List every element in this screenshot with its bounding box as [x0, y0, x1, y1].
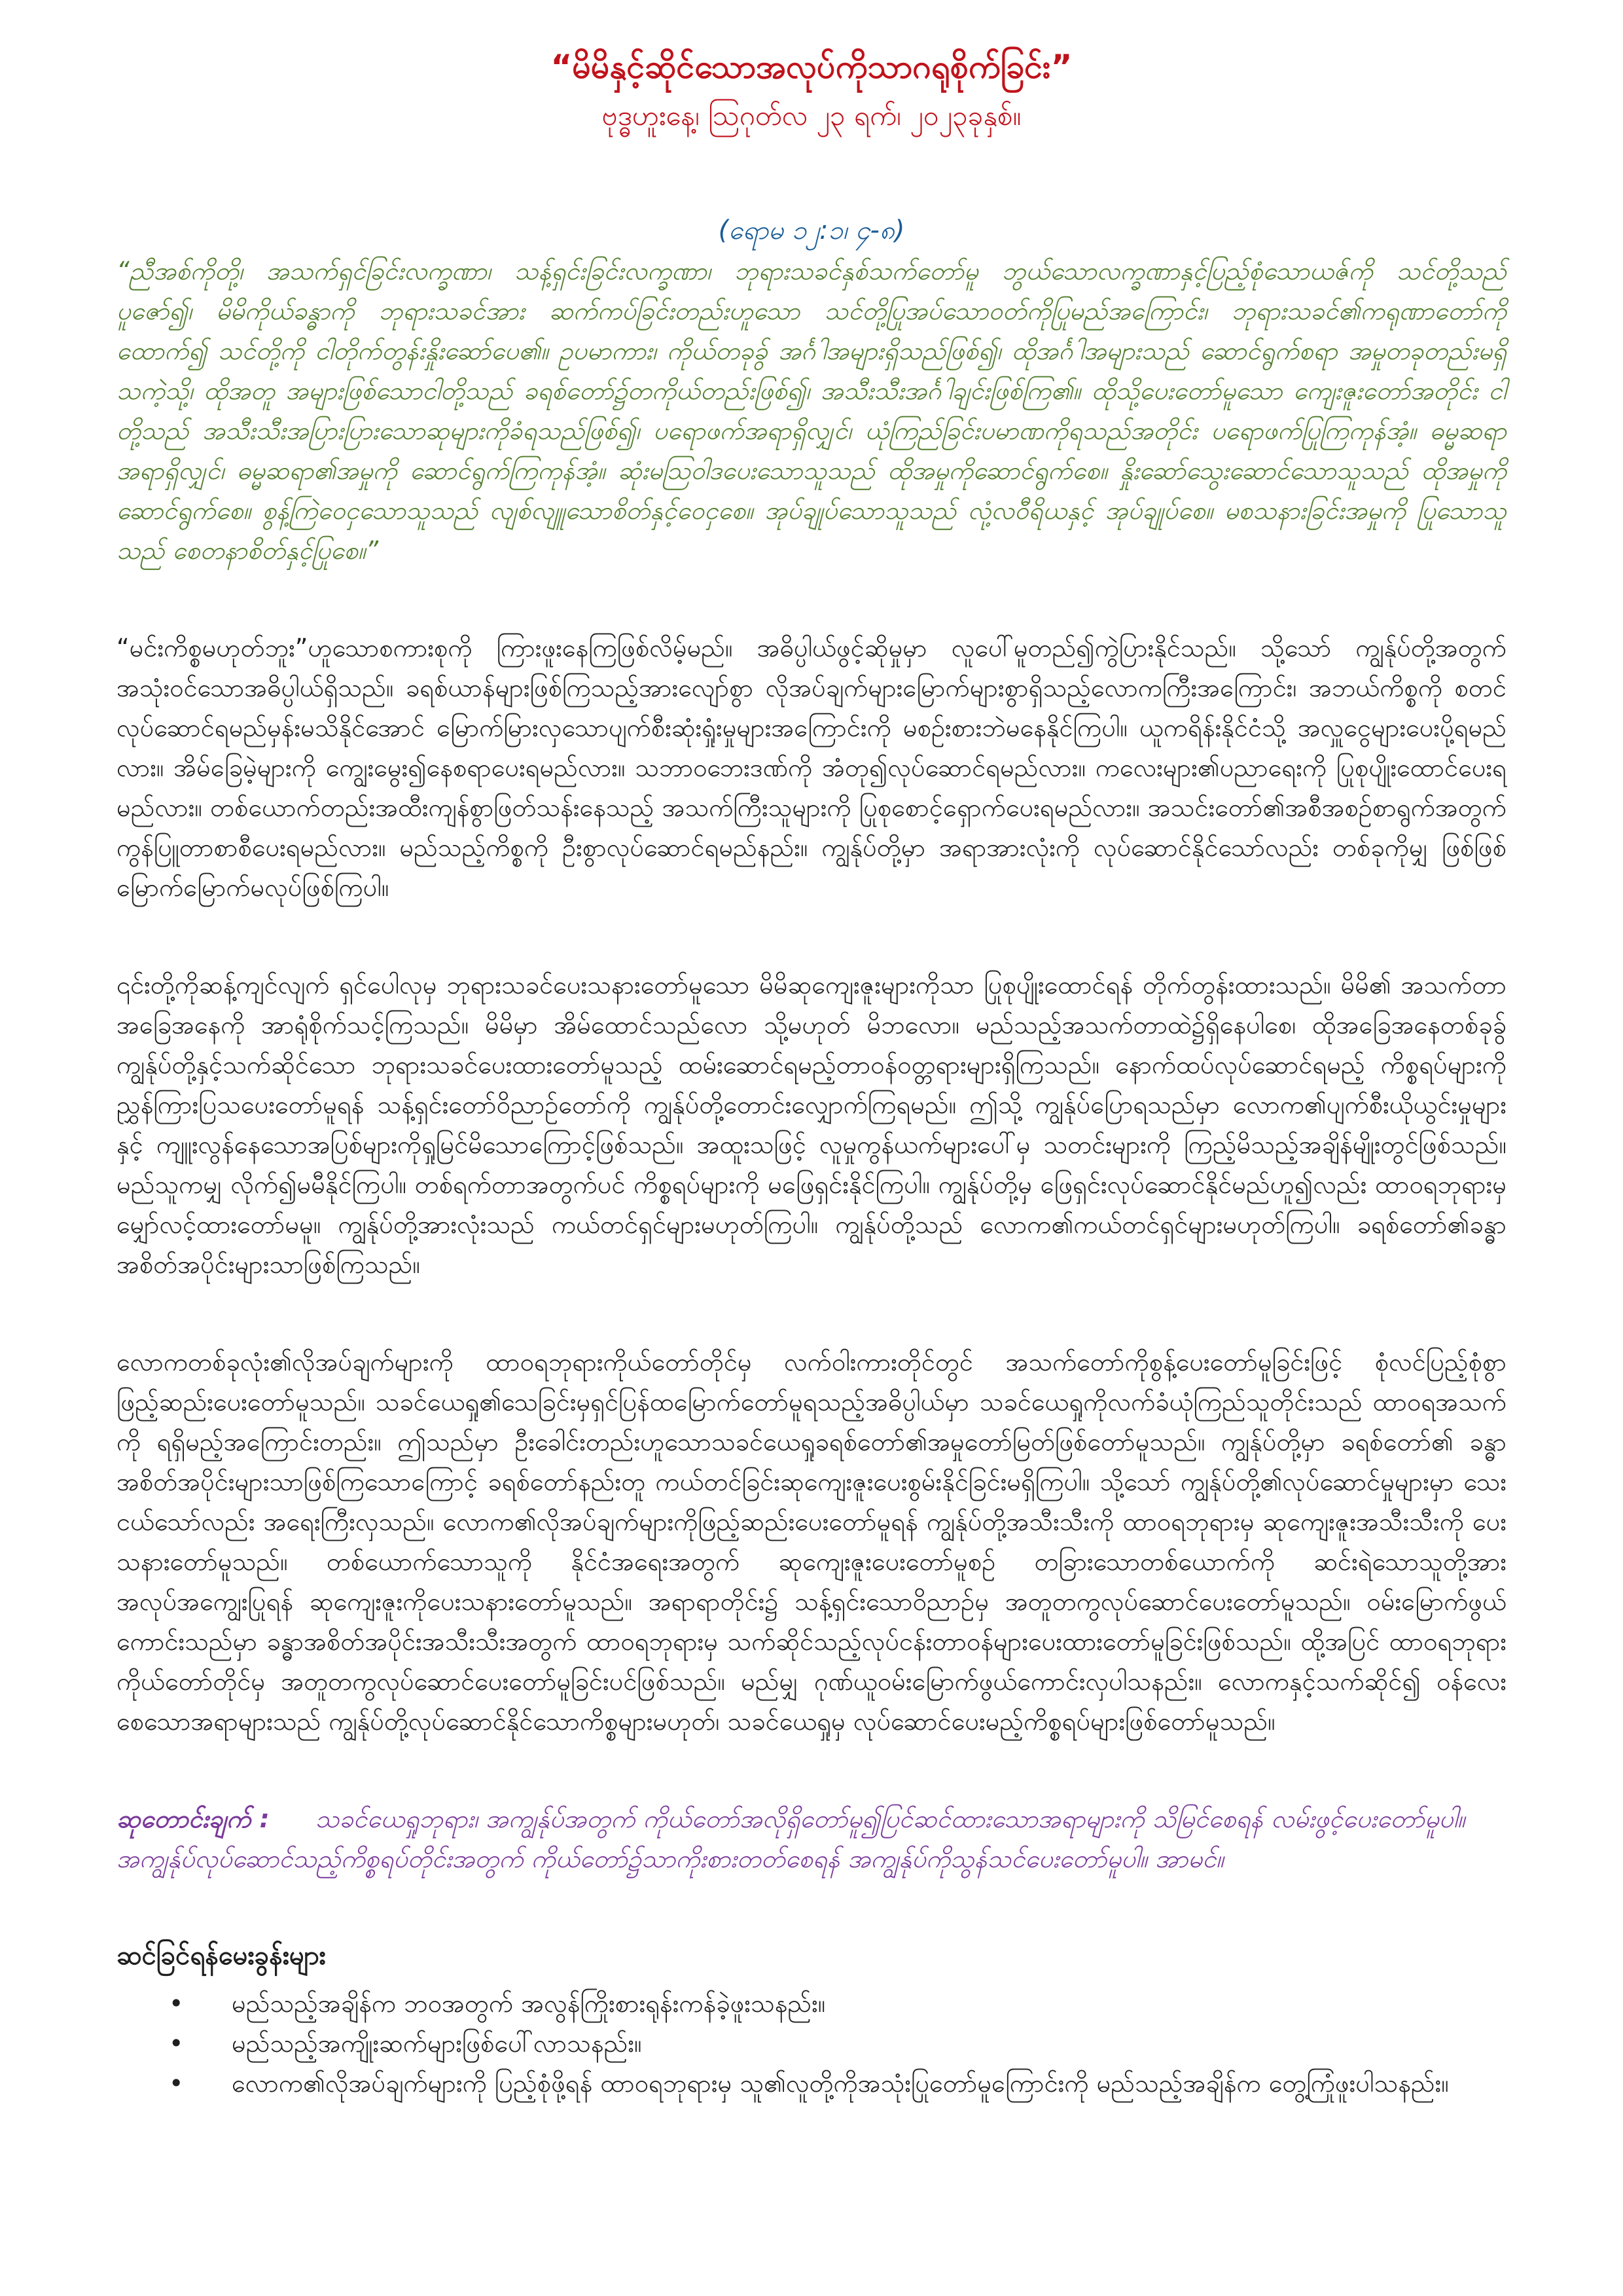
- scripture-reference: (ရောမ ၁၂:၁၊ ၄-၈): [718, 215, 905, 245]
- prayer-label: ဆုတောင်းချက် :: [116, 1804, 270, 1833]
- questions-list: [116, 1984, 1507, 2104]
- question-text: မည်သည့်အကျိုးဆက်များဖြစ်ပေါ်လာသနည်း။: [232, 2029, 642, 2058]
- scripture-text: “ညီအစ်ကိုတို့၊ အသက်ရှင်ခြင်းလက္ခဏာ၊ သန့်ရှင်းခြင်းလက္ခဏာ၊ ဘုရားသခင်နှစ်သက်တော်မူ ဘွယ်သောလက္ခဏာနှင့်ပြည့်စုံသောယဇ်ကို သင်တို့သည် ပူဇော်၍၊ မိမိကိုယ်ခန္ဓာကို ဘုရားသခင်အား ဆက်ကပ်ခြင်းတည်းဟူသော သင်တို့ပြုအပ်သောဝတ်ကိုပြုမည်အကြောင်း၊ ဘုရားသခင်၏ကရုဏာတော်ကိုထောက်၍ သင်တို့ကို ငါတိုက်တွန်းနှိုးဆော်ပေ၏။ ဥပမာကား၊ ကိုယ်တခုခွ် အင်္ဂါအများရှိသည်ဖြစ်၍၊ ထိုအင်္ဂါအများသည် ဆောင်ရွက်စရာ အမှုတခုတည်းမရှိသကဲ့သို့၊ ထိုအတူ အများဖြစ်သောငါတို့သည် ခရစ်တော်၌တကိုယ်တည်းဖြစ်၍၊ အသီးသီးအင်္ဂါချင်းဖြစ်ကြ၏။ ထိုသို့ပေးတော်မူသော ကျေးဇူးတော်အတိုင်း ငါတို့သည် အသီးသီးအပြားပြားသောဆုများကိုခံရသည်ဖြစ်၍၊ ပရောဖက်အရာရှိလျှင်၊ ယုံကြည်ခြင်းပမာဏကိုရသည်အတိုင်း ပရောဖက်ပြုကြကုန်အံ့။ ဓမ္မဆရာအရာရှိလျှင်၊ ဓမ္မဆရာ၏အမှုကို ဆောင်ရွက်ကြကုန်အံ့။ ဆုံးမဩဝါဒပေးသောသူသည် ထိုအမှုကိုဆောင်ရွက်စေ။ နှိုးဆော်သွေးဆောင်သောသူသည် ထိုအမှုကို ဆောင်ရွက်စေ။ စွန့်ကြဲဝေငှသောသူသည် လျစ်လျူသောစိတ်နှင့်ဝေငှစေ။ အုပ်ချုပ်သောသူသည် လုံ့လဝီရိယနှင့် အုပ်ချုပ်စေ။ မစသနားခြင်းအမှုကို ပြုသောသူသည် စေတနာစိတ်နှင့်ပြုစေ။”: [116, 257, 1507, 565]
- bullet-icon: •: [169, 2069, 184, 2098]
- page-title: “မိမိနှင့်ဆိုင်သောအလုပ်ကိုသာဂရုစိုက်ခြင်း”: [550, 48, 1073, 86]
- questions-title: ဆင်ခြင်ရန်မေးခွန်းများ: [116, 1941, 326, 1971]
- question-text: မည်သည့်အချိန်က ဘဝအတွက် အလွန်ကြိုးစားရုန်းကန်ခဲ့ဖူးသနည်း။: [232, 1989, 826, 2018]
- bullet-icon: •: [169, 2029, 184, 2058]
- prayer-section: [116, 1799, 1507, 1879]
- question-text: လောက၏လိုအပ်ချက်များကို ပြည့်စုံဖို့ရန် ထာဝရဘုရားမှ သူ၏လူတို့ကိုအသုံးပြုတော်မူကြောင်းကို မည်သည့်အချိန်က တွေ့ကြုံဖူးပါသနည်း။: [232, 2069, 1449, 2098]
- question-item: [169, 1984, 1507, 2024]
- page-date: ဗုဒ္ဓဟူးနေ့၊ ဩဂုတ်လ ၂၃ ရက်၊ ၂၀၂၃ခုနှစ်။: [601, 99, 1022, 132]
- bullet-icon: •: [169, 1989, 184, 2018]
- body-paragraph-3: လောကတစ်ခုလုံး၏လိုအပ်ချက်များကို ထာဝရဘုရားကိုယ်တော်တိုင်မှ လက်ဝါးကားတိုင်တွင် အသက်တော်ကိုစွန့်ပေးတော်မူခြင်းဖြင့် စုံလင်ပြည့်စုံစွာ ဖြည့်ဆည်းပေးတော်မူသည်။ သခင်ယေရှု၏သေခြင်းမှရှင်ပြန်ထမြောက်တော်မူရသည့်အဓိပ္ပါယ်မှာ သခင်ယေရှုကိုလက်ခံယုံကြည်သူတိုင်းသည် ထာဝရအသက်ကို ရရှိမည့်အကြောင်းတည်း။ ဤသည်မှာ ဦးခေါင်းတည်းဟူသောသခင်ယေရှုခရစ်တော်၏အမှုတော်မြတ်ဖြစ်တော်မူသည်။ ကျွန်ုပ်တို့မှာ ခရစ်တော်၏ ခန္ဓာအစိတ်အပိုင်းများသာဖြစ်ကြသောကြောင့် ခရစ်တော်နည်းတူ ကယ်တင်ခြင်းဆုကျေးဇူးပေးစွမ်းနိုင်ခြင်းမရှိကြပါ။ သို့သော် ကျွန်ုပ်တို့၏လုပ်ဆောင်မှုများမှာ သေးငယ်သော်လည်း အရေးကြီးလှသည်။ လောက၏လိုအပ်ချက်များကိုဖြည့်ဆည်းပေးတော်မူရန် ကျွန်ုပ်တို့အသီးသီးကို ထာဝရဘုရားမှ ဆုကျေးဇူးအသီးသီးကို ပေးသနားတော်မူသည်။ တစ်ယောက်သောသူကို နိုင်ငံအရေးအတွက် ဆုကျေးဇူးပေးတော်မူစဉ် တခြားသောတစ်ယောက်ကို ဆင်းရဲသောသူတို့အား အလုပ်အကျွေးပြုရန် ဆုကျေးဇူးကိုပေးသနားတော်မူသည်။ အရာရာတိုင်း၌ သန့်ရှင်းသောဝိညာဉ်မှ အတူတကွလုပ်ဆောင်ပေးတော်မူသည်။ ဝမ်းမြောက်ဖွယ်ကောင်းသည်မှာ ခန္ဓာအစိတ်အပိုင်းအသီးသီးအတွက် ထာဝရဘုရားမှ သက်ဆိုင်သည့်လုပ်ငန်းတာဝန်များပေးထားတော်မူခြင်းဖြစ်သည်။ ထို့အပြင် ထာဝရဘုရားကိုယ်တော်တိုင်မှ အတူတကွလုပ်ဆောင်ပေးတော်မူခြင်းပင်ဖြစ်သည်။ မည်မျှ ဂုဏ်ယူဝမ်းမြောက်ဖွယ်ကောင်းလှပါသနည်း။ လောကနှင့်သက်ဆိုင်၍ ဝန်လေးစေသောအရာများသည် ကျွန်ုပ်တို့လုပ်ဆောင်နိုင်သောကိစ္စများမဟုတ်၊ သခင်ယေရှုမှ လုပ်ဆောင်ပေးမည့်ကိစ္စရပ်များဖြစ်တော်မူသည်။: [116, 1348, 1507, 1736]
- prayer-text: သခင်ယေရှုဘုရား၊ အကျွန်ုပ်အတွက် ကိုယ်တော်အလိုရှိတော်မူ၍ပြင်ဆင်ထားသောအရာများကို သိမြင်စေရန် လမ်းဖွင့်ပေးတော်မူပါ။ အကျွန်ုပ်လုပ်ဆောင်သည့်ကိစ္စရပ်တိုင်းအတွက် ကိုယ်တော်၌သာကိုးစားတတ်စေရန် အကျွန်ုပ်ကိုသွန်သင်ပေးတော်မူပါ။ အာမင်။: [116, 1804, 1465, 1873]
- body-paragraph-1: “မင်းကိစ္စမဟုတ်ဘူး”ဟူသောစကားစုကို ကြားဖူးနေကြဖြစ်လိမ့်မည်။ အဓိပ္ပါယ်ဖွင့်ဆိုမှုမှာ လူပေါ်မူတည်၍ကွဲပြားနိုင်သည်။ သို့သော် ကျွန်ုပ်တို့အတွက် အသုံးဝင်သောအဓိပ္ပါယ်ရှိသည်။ ခရစ်ယာန်များဖြစ်ကြသည့်အားလျော်စွာ လိုအပ်ချက်များမြောက်များစွာရှိသည့်လောကကြီးအကြောင်း၊ အဘယ်ကိစ္စကို စတင်လုပ်ဆောင်ရမည်မှန်းမသိနိုင်အောင် မြောက်မြားလှသောပျက်စီးဆုံးရှုံးမှုများအကြောင်းကို မစဉ်းစားဘဲမနေနိုင်ကြပါ။ ယူကရိန်းနိုင်ငံသို့ အလှူငွေများပေးပို့ရမည်လား။ အိမ်ခြေမဲ့များကို ကျွေးမွေး၍နေစရာပေးရမည်လား။ သဘာဝဘေးဒဏ်ကို အံတု၍လုပ်ဆောင်ရမည်လား။ ကလေးများ၏ပညာရေးကို ပြုစုပျိုးထောင်ပေးရမည်လား။ တစ်ယောက်တည်းအထီးကျန်စွာဖြတ်သန်းနေသည့် အသက်ကြီးသူများကို ပြုစုစောင့်ရှောက်ပေးရမည်လား။ အသင်းတော်၏အစီအစဉ်စာရွက်အတွက် ကွန်ပြူတာစာစီပေးရမည်လား။ မည်သည့်ကိစ္စကို ဦးစွာလုပ်ဆောင်ရမည်နည်း။ ကျွန်ုပ်တို့မှာ အရာအားလုံးကို လုပ်ဆောင်နိုင်သော်လည်း တစ်ခုကိုမျှ ဖြစ်ဖြစ်မြောက်မြောက်မလုပ်ဖြစ်ကြပါ။: [116, 634, 1507, 902]
- question-item: [169, 2064, 1507, 2104]
- question-item: [169, 2024, 1507, 2064]
- body-paragraph-2: ၎င်းတို့ကိုဆန့်ကျင်လျက် ရှင်ပေါလုမှ ဘုရားသခင်ပေးသနားတော်မူသော မိမိဆုကျေးဇူးများကိုသာ ပြုစုပျိုးထောင်ရန် တိုက်တွန်းထားသည်။ မိမိ၏ အသက်တာအခြေအနေကို အာရုံစိုက်သင့်ကြသည်။ မိမိမှာ အိမ်ထောင်သည်လော သို့မဟုတ် မိဘလော။ မည်သည့်အသက်တာထဲ၌ရှိနေပါစေ၊ ထိုအခြေအနေတစ်ခုခွ် ကျွန်ုပ်တို့နှင့်သက်ဆိုင်သော ဘုရားသခင်ပေးထားတော်မူသည့် ထမ်းဆောင်ရမည့်တာဝန်ဝတ္တရားများရှိကြသည်။ နောက်ထပ်လုပ်ဆောင်ရမည့် ကိစ္စရပ်များကို ညွှန်ကြားပြသပေးတော်မူရန် သန့်ရှင်းတော်ဝိညာဉ်တော်ကို ကျွန်ုပ်တို့တောင်းလျှောက်ကြရမည်။ ဤသို့ ကျွန်ုပ်ပြောရသည်မှာ လောက၏ပျက်စီးယိုယွင်းမှုများနှင့် ကျူးလွန်နေသောအပြစ်များကိုရှုမြင်မိသောကြောင့်ဖြစ်သည်။ အထူးသဖြင့် လူမှုကွန်ယက်များပေါ်မှ သတင်းများကို ကြည့်မိသည့်အချိန်မျိုးတွင်ဖြစ်သည်။ မည်သူကမျှ လိုက်၍မမီနိုင်ကြပါ။ တစ်ရက်တာအတွက်ပင် ကိစ္စရပ်များကို မဖြေရှင်းနိုင်ကြပါ။ ကျွန်ုပ်တို့မှ ဖြေရှင်းလုပ်ဆောင်နိုင်မည်ဟူ၍လည်း ထာဝရဘုရားမှမျှော်လင့်ထားတော်မမူ။ ကျွန်ုပ်တို့အားလုံးသည် ကယ်တင်ရှင်များမဟုတ်ကြပါ။ ကျွန်ုပ်တို့သည် လောက၏ကယ်တင်ရှင်များမဟုတ်ကြပါ။ ခရစ်တော်၏ခန္ဓာအစိတ်အပိုင်းများသာဖြစ်ကြသည်။: [116, 971, 1507, 1279]
